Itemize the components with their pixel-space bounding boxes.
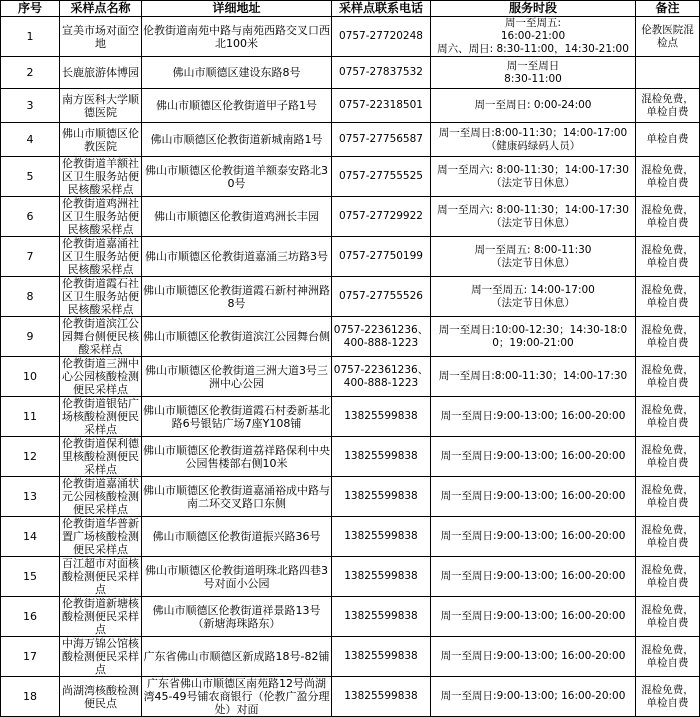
site-name: 宣美市场对面空地	[60, 17, 142, 57]
service-hours-line: 周一至周日:9:00-13:00; 16:00-20:00	[440, 530, 626, 542]
remark: 混检免费，单检自费	[636, 397, 700, 437]
service-hours	[431, 477, 636, 517]
service-hours-line: 周一至周日	[506, 59, 560, 72]
table-row	[1, 123, 700, 157]
header-no: 序号	[1, 1, 60, 17]
site-address: 佛山市顺德区伦教街道振兴路36号	[142, 517, 332, 557]
remark: 单检自费	[636, 123, 700, 157]
service-hours-line: （法定节日休息）	[491, 216, 575, 229]
site-name: 南方医科大学顺德医院	[60, 89, 142, 123]
service-hours-line: 周一至周日:8:00-11:30；14:00-17:00	[438, 126, 628, 139]
table-row	[1, 277, 700, 317]
site-address: 佛山市顺德区伦教街道甲子路1号	[142, 89, 332, 123]
site-name: 伦教街道银钻广场核酸检测便民采样点	[60, 397, 142, 437]
service-hours-line: 周一至周五:	[504, 17, 562, 29]
service-hours	[431, 237, 636, 277]
service-hours-line: 周一至周日:9:00-13:00; 16:00-20:00	[440, 610, 626, 622]
site-name: 伦教街道华普新置广场核酸检测便民采样点	[60, 517, 142, 557]
service-hours-line: 周一至周日:9:00-13:00; 16:00-20:00	[440, 490, 626, 502]
site-name: 伦教街道嘉涌社区卫生服务站便民核酸采样点	[60, 237, 142, 277]
service-hours	[431, 277, 636, 317]
site-name: 伦教街道三洲中心公园核酸检测便民采样点	[60, 357, 142, 397]
service-hours-line: （健康码绿码人员）	[485, 139, 581, 152]
site-name: 长鹿旅游体博园	[60, 57, 142, 89]
row-number: 13	[1, 477, 60, 517]
site-address: 佛山市顺德区伦教街道荔祥路保利中央公园售楼部右侧10米	[142, 437, 332, 477]
site-phone: 0757-27720248	[332, 17, 431, 57]
site-address: 广东省佛山市顺德区南苑路12号尚湖湾45-49号铺农商银行（伦教广盈分理处）对面	[142, 677, 332, 717]
site-phone: 0757-27729922	[332, 197, 431, 237]
site-address: 佛山市顺德区伦教街道嘉涌三坊路3号	[142, 237, 332, 277]
table-row	[1, 397, 700, 437]
site-phone: 0757-27837532	[332, 57, 431, 89]
site-phone: 13825599838	[332, 637, 431, 677]
table-row	[1, 517, 700, 557]
remark: 混检免费，单检自费	[636, 437, 700, 477]
row-number: 16	[1, 597, 60, 637]
site-name: 伦教街道新塘核酸检测便民采样点	[60, 597, 142, 637]
remark	[636, 57, 700, 89]
service-hours	[431, 597, 636, 637]
remark: 混检免费，单检自费	[636, 597, 700, 637]
site-phone: 13825599838	[332, 477, 431, 517]
header-name: 采样点名称	[60, 1, 142, 17]
service-hours	[431, 89, 636, 123]
service-hours-line: 周一至周日:8:00-11:30；14:00-17:30	[438, 370, 628, 382]
row-number: 11	[1, 397, 60, 437]
table-row	[1, 597, 700, 637]
service-hours-line: （法定节日休息）	[491, 176, 575, 189]
site-name: 伦教街道鸡洲社区卫生服务站便民核酸采样点	[60, 197, 142, 237]
service-hours	[431, 57, 636, 89]
row-number: 2	[1, 57, 60, 89]
remark: 混检免费，单检自费	[636, 477, 700, 517]
remark: 混检免费，单检自费	[636, 677, 700, 717]
table-row	[1, 437, 700, 477]
site-address: 佛山市顺德区伦教街道鸡洲长丰园	[142, 197, 332, 237]
service-hours-line: 周一至周日:9:00-13:00; 16:00-20:00	[440, 570, 626, 582]
table-row	[1, 317, 700, 357]
row-number: 8	[1, 277, 60, 317]
site-name: 佛山市顺德区伦教医院	[60, 123, 142, 157]
row-number: 9	[1, 317, 60, 357]
service-hours-line: 周一至周五: 14:00-17:00	[471, 283, 595, 296]
row-number: 14	[1, 517, 60, 557]
site-phone: 13825599838	[332, 677, 431, 717]
remark: 混检免费，单检自费	[636, 357, 700, 397]
service-hours-line: 8:30-11:00	[504, 72, 562, 85]
site-address: 佛山市顺德区伦教街道羊额泰安路北30号	[142, 157, 332, 197]
row-number: 15	[1, 557, 60, 597]
table-row	[1, 237, 700, 277]
site-phone: 0757-22318501	[332, 89, 431, 123]
site-name: 百江超市对面核酸检测便民采样点	[60, 557, 142, 597]
site-phone: 13825599838	[332, 597, 431, 637]
service-hours-line: 周一至周五: 8:00-11:30	[474, 243, 592, 256]
remark: 混检免费，单检自费	[636, 237, 700, 277]
site-address: 佛山市顺德区伦教街道三洲大道3号三洲中心公园	[142, 357, 332, 397]
service-hours	[431, 197, 636, 237]
header-service: 服务时段	[431, 1, 636, 17]
header-address: 详细地址	[142, 1, 332, 17]
row-number: 1	[1, 17, 60, 57]
row-number: 3	[1, 89, 60, 123]
service-hours	[431, 357, 636, 397]
remark: 混检免费，单检自费	[636, 197, 700, 237]
site-phone: 0757-27750199	[332, 237, 431, 277]
service-hours	[431, 397, 636, 437]
remark: 混检免费，单检自费	[636, 277, 700, 317]
site-phone: 0757-22361236、400-888-1223	[332, 317, 431, 357]
table-row	[1, 57, 700, 89]
service-hours-line: 周一至周日:9:00-13:00; 16:00-20:00	[440, 410, 626, 422]
service-hours	[431, 517, 636, 557]
site-phone: 13825599838	[332, 397, 431, 437]
row-number: 10	[1, 357, 60, 397]
row-number: 18	[1, 677, 60, 717]
site-name: 尚湖湾核酸检测便民点	[60, 677, 142, 717]
site-name: 伦教街道嘉涌状元公园核酸检测便民采样点	[60, 477, 142, 517]
service-hours-line: 周一至周日:9:00-13:00; 16:00-20:00	[440, 450, 626, 462]
row-number: 6	[1, 197, 60, 237]
service-hours-line: 周六、周日: 8:30-11:00，14:30-21:00	[437, 43, 629, 55]
row-number: 7	[1, 237, 60, 277]
site-name: 中海万锦公馆核酸检测便民采样点	[60, 637, 142, 677]
row-number: 5	[1, 157, 60, 197]
remark: 混检免费，单检自费	[636, 317, 700, 357]
row-number: 12	[1, 437, 60, 477]
site-phone: 13825599838	[332, 557, 431, 597]
remark: 混检免费，单检自费	[636, 89, 700, 123]
site-name: 伦教街道羊额社区卫生服务站便民核酸采样点	[60, 157, 142, 197]
site-name: 伦教街道保利德里核酸检测便民采样点	[60, 437, 142, 477]
table-row	[1, 89, 700, 123]
service-hours-line: （法定节日休息）	[491, 296, 575, 309]
service-hours-line: 16:00-21:00	[500, 30, 566, 42]
table-row	[1, 357, 700, 397]
site-name: 伦教街道滨江公园舞台侧便民核酸采样点	[60, 317, 142, 357]
site-address: 佛山市顺德区建设东路8号	[142, 57, 332, 89]
site-name: 伦教街道霞石社区卫生服务站便民核酸采样点	[60, 277, 142, 317]
service-hours	[431, 437, 636, 477]
service-hours-line: 周一至周日:9:00-13:00; 16:00-20:00	[440, 690, 626, 702]
site-address: 佛山市顺德区伦教街道新城南路1号	[142, 123, 332, 157]
table-row	[1, 157, 700, 197]
site-address: 佛山市顺德区伦教街道祥景路13号（新塘海珠路东）	[142, 597, 332, 637]
site-address: 佛山市顺德区伦教街道霞石村委新基北路6号银钻广场7座Y108铺	[142, 397, 332, 437]
service-hours-line: 周一至周日:10:00-12:30；14:30-18:00；19:00-21:00	[438, 323, 628, 349]
site-phone: 0757-22361236、400-888-1223	[332, 357, 431, 397]
site-address: 伦教街道南苑中路与南苑西路交叉口西北100米	[142, 17, 332, 57]
header-note: 备注	[636, 1, 700, 17]
site-address: 广东省佛山市顺德区新成路18号-82铺	[142, 637, 332, 677]
service-hours-line: 周一至周六: 8:00-11:30；14:00-17:30	[437, 203, 629, 216]
site-address: 佛山市顺德区伦教街道滨江公园舞台侧	[142, 317, 332, 357]
table-row	[1, 637, 700, 677]
service-hours	[431, 557, 636, 597]
service-hours	[431, 317, 636, 357]
service-hours-line: 周一至周日: 0:00-24:00	[474, 99, 592, 111]
site-phone: 13825599838	[332, 437, 431, 477]
row-number: 4	[1, 123, 60, 157]
remark: 混检免费，单检自费	[636, 557, 700, 597]
remark: 伦教医院混检点	[636, 17, 700, 57]
site-address: 佛山市顺德区伦教街道嘉涌裕成中路与南二环交叉路口东侧	[142, 477, 332, 517]
service-hours	[431, 17, 636, 57]
site-address: 佛山市顺德区伦教街道霞石新村神洲路8号	[142, 277, 332, 317]
service-hours	[431, 637, 636, 677]
service-hours-line: 周一至周六: 8:00-11:30；14:00-17:30	[437, 163, 629, 176]
site-address: 佛山市顺德区伦教街道明珠北路四巷3号对面小公园	[142, 557, 332, 597]
service-hours	[431, 157, 636, 197]
site-phone: 0757-27755526	[332, 277, 431, 317]
service-hours-line: 周一至周日:9:00-13:00; 16:00-20:00	[440, 650, 626, 662]
remark: 混检免费，单检自费	[636, 157, 700, 197]
header-phone: 采样点联系电话	[332, 1, 431, 17]
site-phone: 0757-27756587	[332, 123, 431, 157]
remark: 混检免费，单检自费	[636, 637, 700, 677]
site-phone: 0757-27755525	[332, 157, 431, 197]
remark: 混检免费，单检自费	[636, 517, 700, 557]
service-hours	[431, 123, 636, 157]
service-hours-line: （法定节日休息）	[491, 256, 575, 269]
site-phone: 13825599838	[332, 517, 431, 557]
table-row	[1, 557, 700, 597]
row-number: 17	[1, 637, 60, 677]
table-row	[1, 477, 700, 517]
table-row	[1, 197, 700, 237]
table-row	[1, 17, 700, 57]
header-row	[1, 1, 700, 17]
